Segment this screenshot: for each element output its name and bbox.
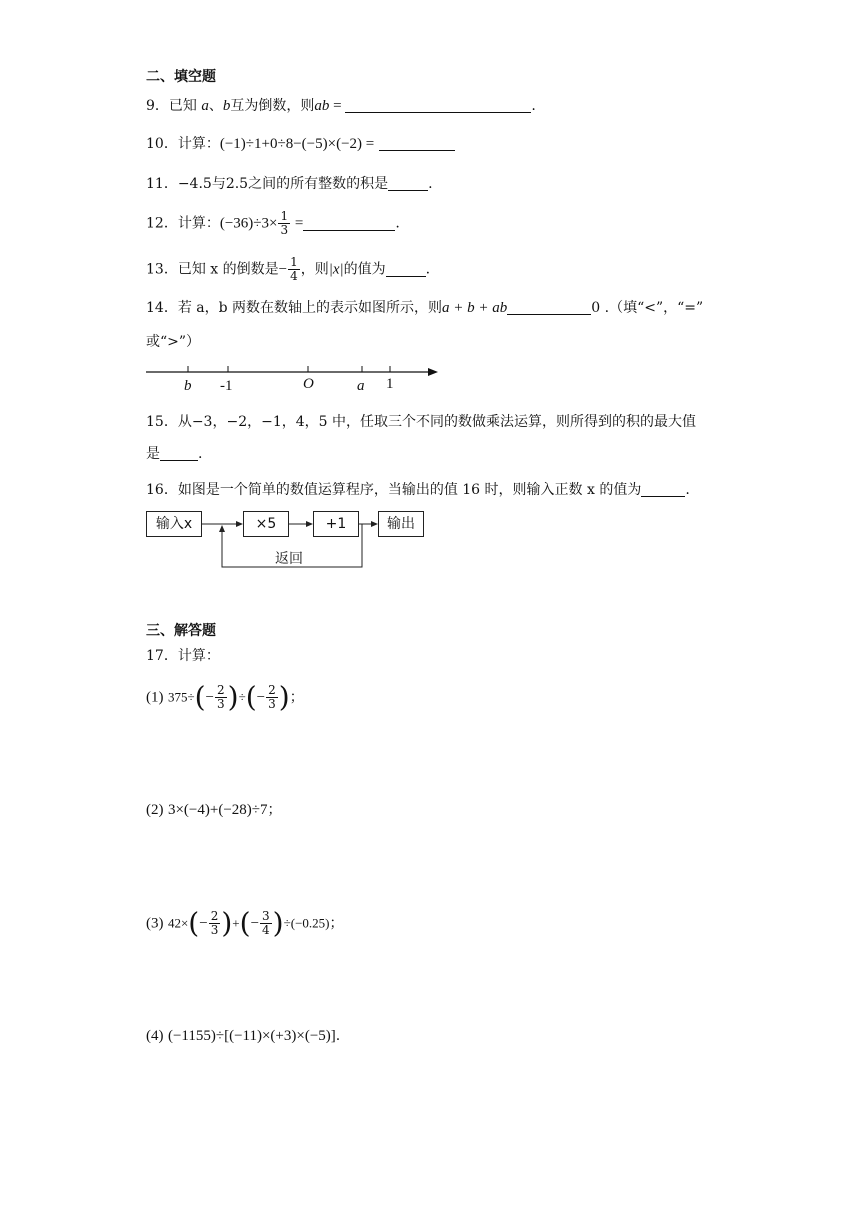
question-13 <box>146 256 430 283</box>
part-3 <box>146 906 344 940</box>
denominator: 4 <box>262 923 270 937</box>
expression: (−1155)÷[(−11)×(+3)×(−5)] <box>167 1028 336 1044</box>
fraction <box>266 684 278 711</box>
answer-blank[interactable] <box>641 482 685 497</box>
expression: 375÷ <box>167 689 195 705</box>
numerator: 1 <box>280 209 289 223</box>
equals: = <box>329 98 346 114</box>
answer-blank[interactable] <box>388 176 428 191</box>
answer-blank[interactable] <box>303 216 395 231</box>
part-1 <box>146 680 304 714</box>
expression: (−1)÷1+0÷8−(−5)×(−2) = <box>219 136 375 152</box>
fraction <box>260 910 272 937</box>
paren-open: ( <box>239 906 251 940</box>
denominator: 3 <box>268 697 276 711</box>
axis-label-origin: O <box>303 376 314 392</box>
question-number: 10． <box>146 136 178 152</box>
equals: = <box>291 215 304 232</box>
expression: ÷(−0.25) <box>283 915 330 931</box>
question-text: 互为倒数，则 <box>230 98 315 114</box>
fraction <box>278 210 290 237</box>
paren-open: ( <box>188 906 200 940</box>
denominator: 4 <box>290 269 298 283</box>
numerator: 3 <box>262 909 270 923</box>
paren-close: ) <box>227 680 239 714</box>
question-number: 16． <box>146 482 178 498</box>
part-number: (4) <box>146 1028 164 1044</box>
question-label: 计算： <box>177 136 220 152</box>
answer-blank[interactable] <box>379 136 455 151</box>
question-text: 已知 x 的倒数是 <box>177 261 279 278</box>
question-12 <box>146 210 400 237</box>
answer-blank[interactable] <box>386 262 426 277</box>
var-b: b <box>222 98 231 114</box>
abs-expression: |x| <box>328 261 344 278</box>
question-text: 若 a，b 两数在数轴上的表示如图所示，则 <box>177 300 443 316</box>
denominator: 3 <box>210 923 219 937</box>
numerator: 2 <box>268 683 276 697</box>
flow-output-box: 输出 <box>378 511 424 537</box>
question-11 <box>146 174 433 194</box>
part-2 <box>146 800 282 820</box>
operator: ÷ <box>238 689 246 705</box>
period: . <box>531 98 536 114</box>
minus-sign: − <box>250 915 260 932</box>
section-heading-fill-blank: 二、填空题 <box>146 69 216 85</box>
paren-close: ) <box>272 906 284 940</box>
question-number: 15． <box>146 414 178 430</box>
question-text: ，则 <box>300 261 329 278</box>
semicolon: ； <box>289 689 304 706</box>
question-label: 计算： <box>177 648 220 664</box>
part-number: (3) <box>146 915 164 932</box>
question-10 <box>146 134 455 154</box>
part-4 <box>146 1026 340 1046</box>
part-number: (1) <box>146 689 164 706</box>
flow-add-box: +1 <box>313 511 359 537</box>
axis-arrow <box>428 368 438 376</box>
operator: + <box>232 915 240 931</box>
flow-multiply-box: ×5 <box>243 511 289 537</box>
semicolon: ； <box>267 802 282 818</box>
question-label: 计算： <box>177 215 220 232</box>
question-number: 12． <box>146 215 178 232</box>
period: . <box>425 261 431 278</box>
var-a: a <box>201 98 209 114</box>
question-text: 从−3，−2，−1，4，5 中，任取三个不同的数做乘法运算，则所得到的积的最大值 <box>177 414 697 430</box>
question-text: −4.5与2.5之间的所有整数的积是 <box>177 176 389 192</box>
fraction <box>288 256 300 283</box>
axis-label-1: 1 <box>386 376 394 392</box>
expression: ab <box>314 98 330 114</box>
question-17 <box>146 646 220 666</box>
arrow-head <box>236 521 243 527</box>
question-14-line-2: 或“>”） <box>146 334 201 350</box>
paren-close: ) <box>221 906 233 940</box>
axis-label-neg1: -1 <box>220 378 233 394</box>
expression: 3×(−4)+(−28)÷7 <box>167 802 268 818</box>
question-text: 如图是一个简单的数值运算程序，当输出的值 16 时，则输入正数 x 的值为 <box>177 482 642 498</box>
question-text: 是 <box>146 446 160 462</box>
answer-blank[interactable] <box>345 98 531 113</box>
flow-loop-label: 返回 <box>275 551 303 567</box>
paren-open: ( <box>245 680 257 714</box>
loop-arrow-head <box>219 525 225 532</box>
part-number: (2) <box>146 802 164 818</box>
question-number: 11． <box>146 176 178 192</box>
question-text: 已知 <box>168 98 197 114</box>
period: . <box>198 446 203 462</box>
paren-open: ( <box>194 680 206 714</box>
axis-label-b: b <box>184 378 192 394</box>
minus-sign: − <box>205 689 214 706</box>
minus-sign: − <box>278 261 288 278</box>
question-15 <box>146 412 696 432</box>
denominator: 3 <box>217 697 225 711</box>
numerator: 2 <box>217 683 225 697</box>
expression: 42× <box>167 915 189 931</box>
period: . <box>685 482 690 498</box>
section-heading-answer: 三、解答题 <box>146 623 216 639</box>
period: . <box>395 215 400 232</box>
question-16 <box>146 480 690 500</box>
axis-label-a: a <box>357 378 365 394</box>
question-number: 9． <box>146 98 169 114</box>
question-text: 0 .（填“<”，“=” <box>591 300 704 316</box>
denominator: 3 <box>280 223 289 237</box>
semicolon: ； <box>329 915 344 932</box>
fraction <box>215 684 227 711</box>
question-number: 13． <box>146 261 178 278</box>
numerator: 1 <box>290 255 298 269</box>
answer-blank[interactable] <box>507 300 591 315</box>
paren-close: ) <box>278 680 290 714</box>
period: . <box>428 176 433 192</box>
expression: a + b + ab <box>442 300 508 316</box>
question-9 <box>146 96 536 116</box>
question-number: 17． <box>146 648 178 664</box>
minus-sign: − <box>256 689 266 706</box>
flow-input-box: 输入x <box>146 511 202 537</box>
question-15-line-2 <box>146 444 202 464</box>
separator: 、 <box>208 98 223 114</box>
minus-sign: − <box>199 915 208 932</box>
expression: (−36)÷3× <box>219 215 278 232</box>
answer-blank[interactable] <box>160 446 198 461</box>
question-number: 14． <box>146 300 178 316</box>
fraction <box>209 910 221 937</box>
arrow-head <box>371 521 378 527</box>
question-14 <box>146 298 703 318</box>
arrow-head <box>306 521 313 527</box>
numerator: 2 <box>210 909 219 923</box>
question-text: 的值为 <box>343 261 386 278</box>
period: . <box>335 1028 341 1044</box>
